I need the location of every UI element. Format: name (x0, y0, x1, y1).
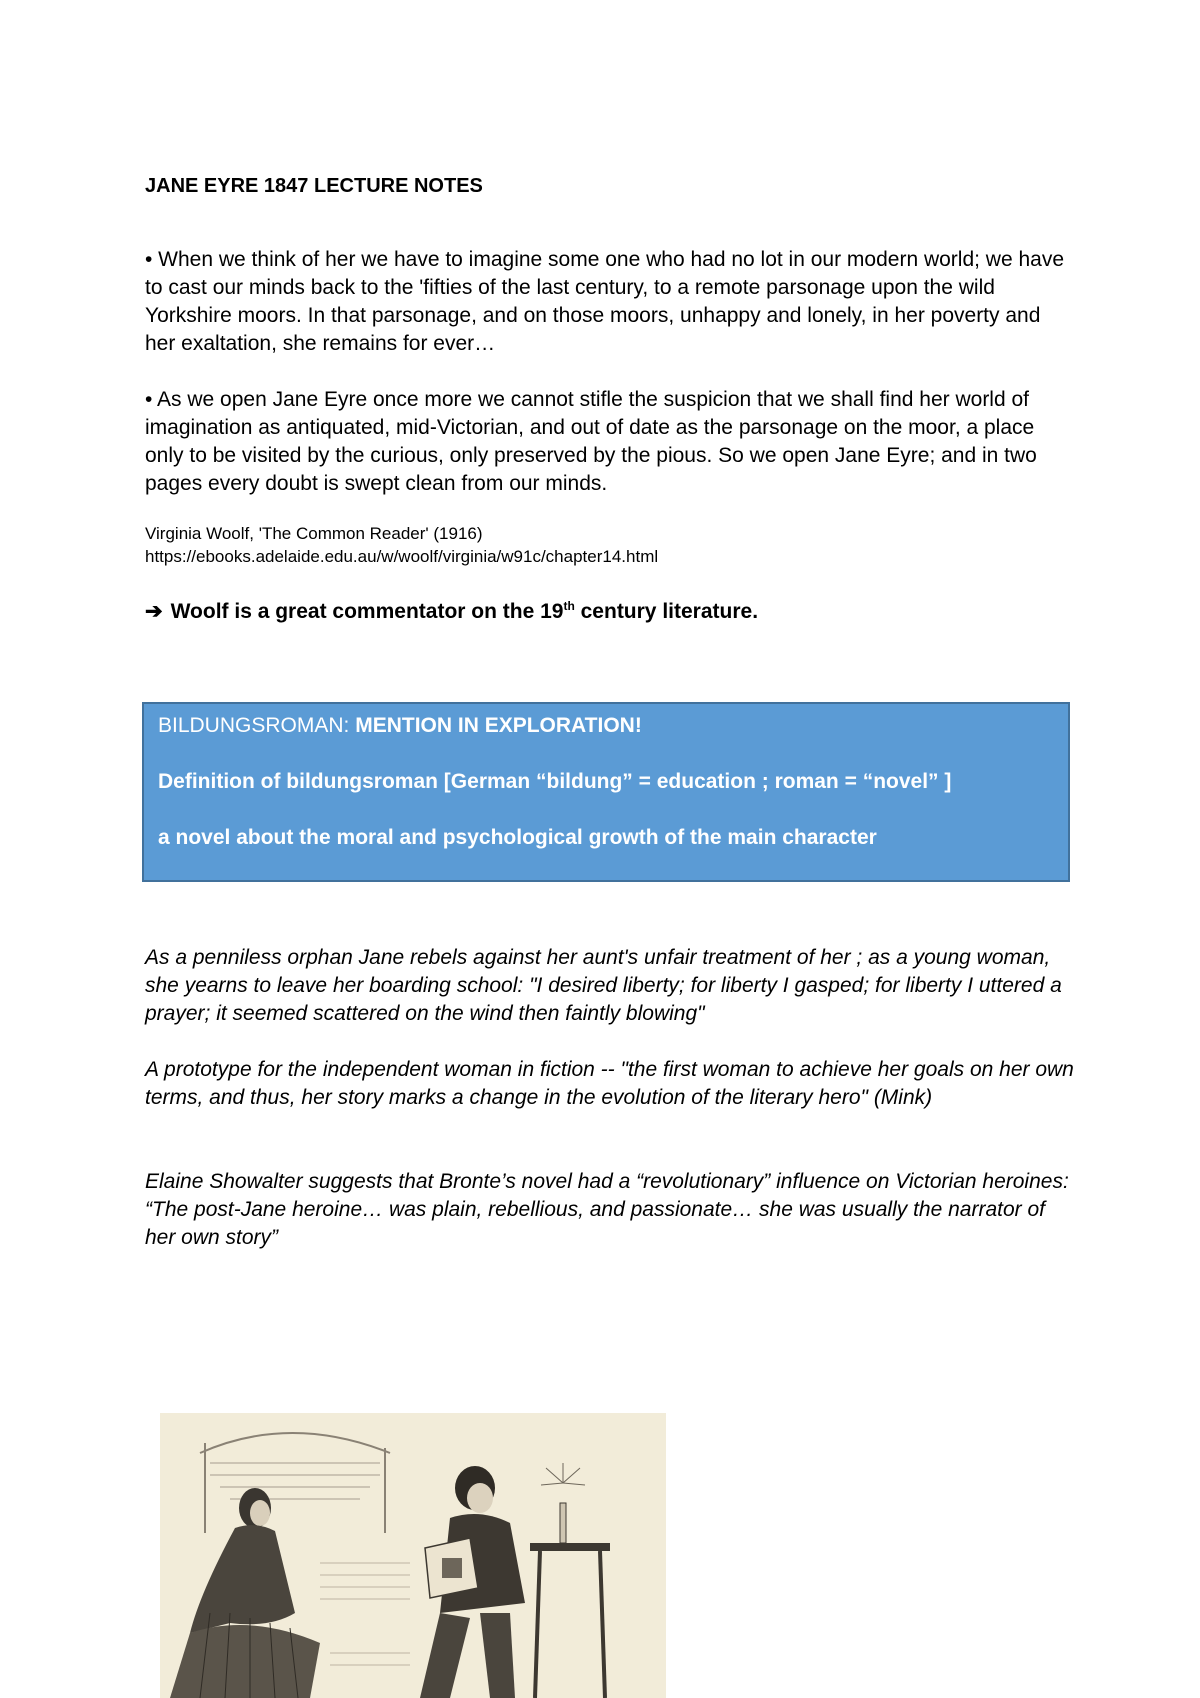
woolf-summary-text: Woolf is a great commentator on the 19 (170, 600, 564, 623)
citation-url: https://ebooks.adelaide.edu.au/w/woolf/virginia/w91c/chapter14.html (145, 547, 659, 566)
woolf-quote-1: • When we think of her we have to imagine some one who had no lot in our modern world; we have to cast our minds back to the 'fifties of the last century, to a remote parsonage upon the wild Yorkshire moors. In that parsonage, and on those moors, unhappy and lonely, in her poverty and her exaltation, she remains for ever… (145, 248, 1065, 355)
woolf-quote-2: • As we open Jane Eyre once more we cannot stifle the suspicion that we shall find her world of imagination as antiquated, mid-Victorian, and out of date as the parsonage on the moor, a place only to be visited by the curious, only preserved by the pious. So we open Jane Eyre; and in two pages every doubt is swept clean from our minds. (145, 388, 1037, 495)
woolf-summary (145, 598, 1075, 626)
ordinal-suffix: th (563, 599, 575, 613)
bildungsroman-box (142, 702, 1070, 882)
box-label-emphasis: MENTION IN EXPLORATION! (355, 714, 642, 737)
analysis-notes (145, 944, 1075, 1252)
note-showalter: Elaine Showalter suggests that Bronte’s novel had a “revolutionary” influence on Victorian heroines: “The post-Jane heroine… was plain, rebellious, and passionate… she was usually the narrator of her own story” (145, 1170, 1069, 1249)
page-title: JANE EYRE 1847 LECTURE NOTES (145, 175, 483, 197)
box-meaning: a novel about the moral and psychological growth of the main character (158, 826, 877, 849)
note-orphan: As a penniless orphan Jane rebels against her aunt's unfair treatment of her ; as a young woman, she yearns to leave her boarding school: "I desired liberty; for liberty I gasped; for liberty I uttered a prayer; it seemed scattered on the wind then faintly blowing" (145, 946, 1062, 1025)
note-prototype: A prototype for the independent woman in fiction -- "the first woman to achieve her goals on her own terms, and thus, her story marks a change in the evolution of the literary hero" (Mink) (145, 1058, 1074, 1109)
box-heading (158, 712, 1054, 740)
citation (145, 522, 1075, 568)
box-definition: Definition of bildungsroman [German “bildung” = education ; roman = “novel” ] (158, 770, 952, 793)
box-label: BILDUNGSROMAN: (158, 714, 356, 737)
citation-author: Virginia Woolf, 'The Common Reader' (1916) (145, 524, 483, 543)
woolf-summary-text-end: century literature. (574, 600, 759, 623)
main-content (145, 174, 1075, 626)
engraving-image (160, 1413, 666, 1698)
arrow-right-icon: ➔ (145, 600, 163, 623)
engraving-illustration (160, 1413, 666, 1698)
